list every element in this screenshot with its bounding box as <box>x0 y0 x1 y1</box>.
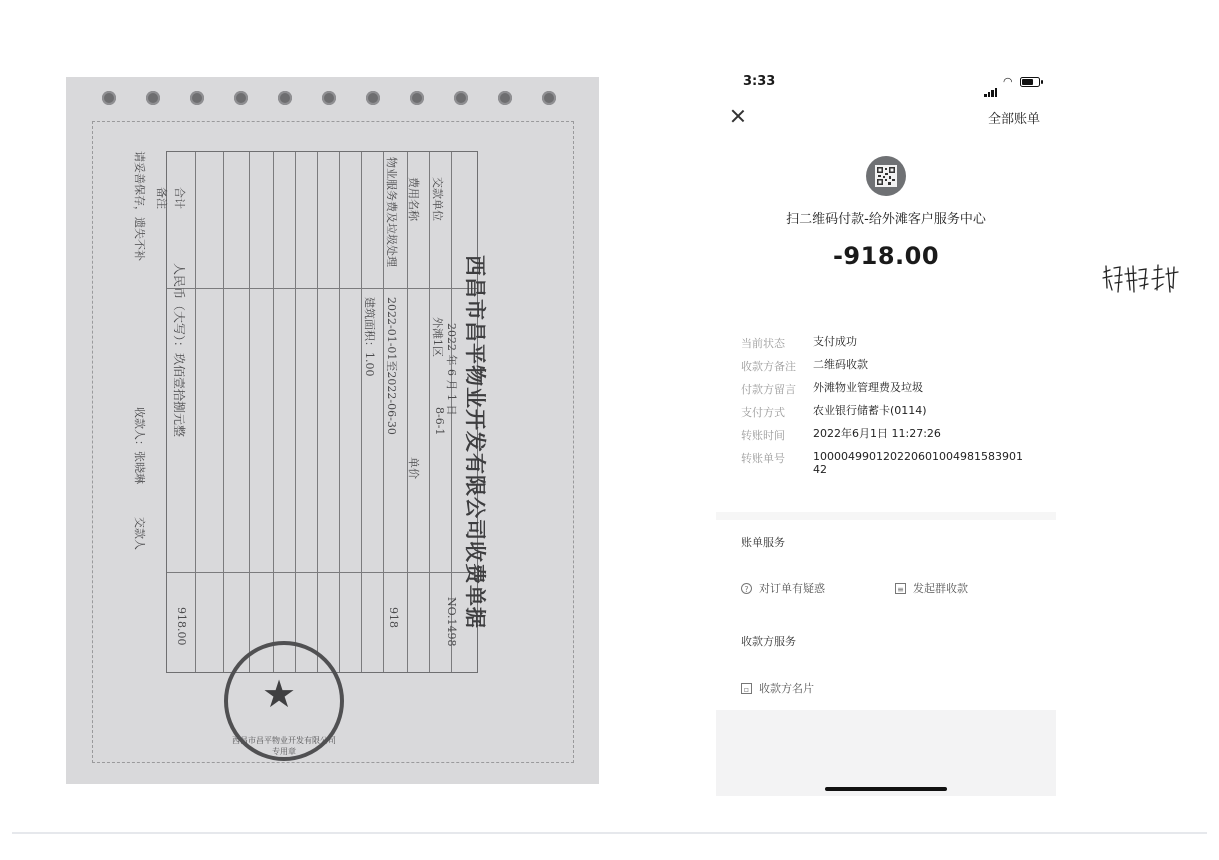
detail-row-payer-message <box>741 378 1041 401</box>
receipt-title: 西昌市昌平物业开发有限公司收费单据 <box>463 255 488 629</box>
detail-value[interactable]: 100004990120220601004981583901 42 <box>813 450 1023 476</box>
close-icon[interactable] <box>730 108 746 124</box>
handwritten-signature <box>1100 262 1192 296</box>
question-icon: ? <box>741 583 752 594</box>
item-amount: 918 <box>387 607 400 628</box>
item-area: 建筑面积：1.00 <box>363 297 376 377</box>
detail-row-payment-method <box>741 401 1041 424</box>
group-collect-label: 发起群收款 <box>913 582 968 595</box>
detail-value: 支付成功 <box>813 335 857 348</box>
detail-row-transfer-time <box>741 424 1041 447</box>
detail-value: 农业银行储蓄卡(0114) <box>813 404 927 417</box>
receipt-table <box>166 151 478 673</box>
home-indicator[interactable] <box>825 787 947 791</box>
seal-text: 西昌市昌平物业开发有限公司 专用章 <box>232 736 336 756</box>
payee-card-button[interactable] <box>741 680 814 696</box>
transaction-details <box>741 332 1041 481</box>
detail-key: 支付方式 <box>741 406 785 419</box>
section-divider <box>716 512 1056 520</box>
detail-value: 二维码收款 <box>813 358 868 371</box>
unit-price-label: 单价 <box>407 457 420 479</box>
total-words: 人民币（大写）：玖佰壹拾捌元整 <box>172 263 186 438</box>
payee-card-label: 收款方名片 <box>759 682 814 695</box>
tractor-feed-holes <box>96 91 566 109</box>
detail-row-transfer-number <box>741 447 1041 481</box>
detail-key: 转账单号 <box>741 452 785 465</box>
total-label: 合计 <box>173 187 186 209</box>
detail-key: 付款方留言 <box>741 383 796 396</box>
payer-label: 交款单位 <box>431 177 444 221</box>
page-bottom-rule <box>12 832 1207 834</box>
battery-icon <box>1020 77 1040 87</box>
all-bills-link[interactable]: 全部账单 <box>987 112 1040 127</box>
item-name: 物业服务费及垃圾处理 <box>385 157 398 267</box>
payment-detail-screen <box>716 60 1056 796</box>
detail-key: 转账时间 <box>741 429 785 442</box>
item-period: 2022-01-01至2022-06-30 <box>385 297 398 435</box>
detail-value: 2022年6月1日 11:27:26 <box>813 427 941 440</box>
merchant-avatar <box>866 156 906 196</box>
note-label: 备注 <box>155 187 168 209</box>
merchant-name: 扫二维码付款-给外滩客户服务中心 <box>786 212 986 227</box>
item-header: 费用名称 <box>407 177 420 221</box>
footer-note: 请妥善保存，遗失不补 <box>133 151 146 261</box>
receipt-scan <box>66 77 599 784</box>
unit-number: 8-6-1 <box>433 407 446 436</box>
signal-icon <box>984 78 998 97</box>
payer-value: 外滩1区 <box>431 317 444 357</box>
detail-key: 当前状态 <box>741 337 785 350</box>
order-question-button[interactable] <box>741 580 825 596</box>
bill-service-title: 账单服务 <box>741 536 785 549</box>
status-time: 3:33 <box>743 74 776 89</box>
receipt-date: 2022 年 6 月 1 日 <box>445 323 458 416</box>
order-question-label: 对订单有疑惑 <box>759 582 825 595</box>
detail-row-status <box>741 332 1041 355</box>
total-amount: 918.00 <box>175 607 188 646</box>
detail-value: 外滩物业管理费及垃圾 <box>813 381 923 394</box>
image-card-icon: ▫ <box>741 683 752 694</box>
qr-code-icon <box>875 165 897 187</box>
group-collect-button[interactable] <box>895 580 968 596</box>
detail-row-payee-note <box>741 355 1041 378</box>
status-bar <box>716 72 1056 92</box>
detail-key: 收款方备注 <box>741 360 796 373</box>
top-nav <box>716 106 1056 134</box>
payment-amount: -918.00 <box>832 242 940 270</box>
payee-service-title: 收款方服务 <box>741 635 796 648</box>
star-icon: ★ <box>262 672 297 716</box>
wifi-icon: ◠ <box>1003 75 1013 88</box>
company-seal <box>224 641 344 761</box>
receipt-number: NO.1498 <box>445 597 458 647</box>
document-icon: ≡ <box>895 583 906 594</box>
cashier: 收款人：张晓琳 <box>133 407 146 484</box>
payer-sign: 交款人 <box>133 517 146 550</box>
bottom-panel <box>716 710 1056 796</box>
